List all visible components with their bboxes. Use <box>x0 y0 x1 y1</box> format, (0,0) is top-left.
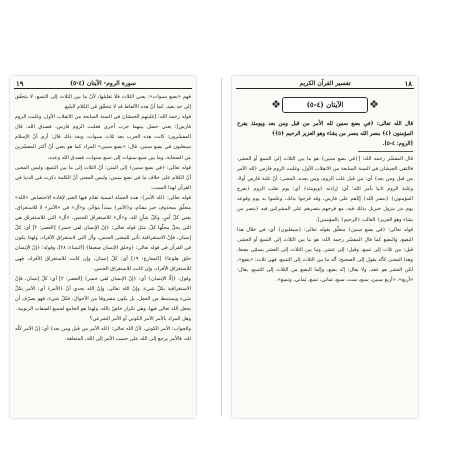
paragraph: وهل المراد بالأمر الأمر الكوني أو الأمر الشرعي؟ <box>89 316 191 323</box>
left-page-body <box>15 92 191 414</box>
verse-title-box <box>270 95 380 115</box>
verse-reference: [الروم: ٤-٥]. <box>382 141 413 147</box>
verse-title: الآيتان (٤-٥) <box>306 100 344 109</box>
paragraph: قال المفسّر رحمه الله: [﴿في بضع سنين﴾ هو ما بين الثلاث إلى التسع أو العشر، فالتقى الجيشان في السنة السابعة من الانقلاب الأول، وغلبت الروم فارس ﴿لله الأمر من قبل ومن بعد﴾ أي: من قبل غلب الروم، ومن بعده، المعنى: أنّ غلبة فارس أولا، وغلبة الروم ثانيا بأمر الله؛ أي: إرادته ﴿ويومئذ﴾ أي: يوم تغلب الروم ﴿يفرح المؤمنون﴾ ﴿بنصر الله﴾ إيّاهم على فارس، وقد فرحوا بذلك، وعلموا به يوم وقوعه يوم بدر بنزول جبريل بذلك فيه، مع فرحهم بنصرهم على المشركين فيه ﴿ينصر من يشاء وهو العزيز﴾ الغالب ﴿الرحيم﴾ بالمؤمنين]. <box>237 156 413 223</box>
book-gutter <box>221 78 222 416</box>
right-page-number: ١٨ <box>404 79 412 88</box>
right-page-body <box>237 92 413 414</box>
paragraph: قوله رحمه الله: [غلبتهم الحيشان في السنة السابعة من الانقلاب الأول، وغلبت الروم فارس]: يعني حصل بينهما حرب أخرى فغلبت الروم فارس، فصدق الله، قال المفسّرون: كانت هذه الحرب بعد ثلاث سنوات، وبعد ذلك قال: أرى أنّ الإسلام سيغلبون في بضع سنين، قال: «بضع سنين» المراد كما هو يعني أنّ أكثر المفسّرين من الصحابة، وما بين سبع سنوات إلى تسع سنوات، فصدق الله وعده. <box>15 114 191 161</box>
verse-text: قال الله تعالى: ﴿في بضع سنين لله الأمر من قبل ومن بعد ويومئذ يفرح المؤمنون ﴿٤﴾ بنصر الله ينصر من يشاء وهو العزيز الرحيم ﴿٥﴾﴾ <box>237 121 413 137</box>
left-page-number: ١٩ <box>16 79 24 88</box>
left-page <box>10 76 196 418</box>
paragraph: فهم «بضع سنوات»: يعني الثلاث فلا تقليلها، لأنّ ما بين الثلاث إلى التسع، لا يتحقّق إلى حد بعيد، كما أنّ هذه الألفاظ قد لا تتحقّق في الكلام البليغ. <box>15 94 191 111</box>
ornament-icon: ❖ <box>369 98 379 111</box>
paragraph: وقول: ﴿إلّا الإنسان﴾ أي: ﴿إنّ الإنسان لفي خسر﴾ [العصر: ٢] أي: كلّ إنسان، فإنّ الاستغراقية بكلّ شيء، وإنّ الله تعالى، وإنّ الله يجدي أنّ ﴿الأمر﴾ أي: الأمر بكلّ شيء ويستنبط من العمل، بل يكون مصروفا من الأحوال، فكلّ شيء، فهو يصرّف أن يجعل الله تعالى فيها، وهي تكرار خاصّ بالله، ولهذا هو الجامع لجميع الصفات الربوبية. <box>15 275 191 312</box>
right-page <box>232 76 418 418</box>
paragraph: قوله تعالى: ﴿لله الأمر﴾: هذه الجملة اسمية تقدّم فيها الخبر لإفادة الاختصاص «الله» متعلّق بمحذوف خبر مقدّم، و﴿الأمر﴾ مبتدأ مؤخّر، و«أل» في «الأمر» لا للاستغراق، يعني كلّ أمرٍ، وكلّ شأنٍ لله، و«أل» للاستغراق الجنس، «أل» التي للاستغراق هي التي يحلّ محلّها كلّ، مثل قوله تعالى: ﴿إنّ الإنسان لفي خسر﴾ [العصر: ٢] أي: كلّ إنسان، فإنّ الاستغراقية تأتي للمعنى الجنس، وأل التي لاستغراق الأفراد، ولهذا يكون في القرآن في قوله تعالى: ﴿وخلق الإنسان ضعيفا﴾ [النساء: ٢٨]، وقوله: ﴿إنّ الإنسان خلق هلوعا﴾ [المعارج: ١٩] أي: كلّ إنسان، وإن كانت للاستغراق الأفراد، فهي للاستغراق الأفراد، وإن كانت للاستغراق الجنس. <box>15 194 192 272</box>
paragraph: قوله تعالى: ﴿في بضع سنين﴾ متعلّق بقوله تعالى: ﴿سيغلبون﴾ أي: في خلال هذا البضع، والبضع كما قال المفسّر رحمه الله: هو ما بين الثلاث إلى التسع أو العشر، قيل: من ثلاث إلى تسع، وقيل: إلى عشر، وما بين الثلاث إلى العشر يسمّى بضعا، وهذا المعنى كأنّه يقول إلى الصحيح: أنّه ما بين الثلاث إلى التسع، فهي ثلاث: «بضع»، لكن العشر هو عقد، ولا يقال: إنّه بضع، وإنّما البضع من الثلاث إلى التسع، يقال: «أربع»، «أربع سنين، سبع، ست، سبع، ثماني، تسع، ثماني، وتسع». <box>237 226 413 284</box>
paragraph: والجواب: الأمر الكوني، لأنّ الله تعالى: ﴿لله الأمر من قبل ومن بعد﴾ أي: إنّ الأمر كلّه لله، فالأمر يرجع إلى الله على حسب الأمر إلى الله، المتعلقة. <box>15 326 191 343</box>
right-page-header <box>236 79 414 89</box>
ornament-icon: ❖ <box>271 98 281 111</box>
section-divider <box>358 151 413 152</box>
left-page-header <box>14 79 192 89</box>
left-running-title: سورة الروم- الآيتان (٤-٥) <box>70 80 136 87</box>
right-running-title: تفسير القرآن الكريم <box>299 80 351 87</box>
paragraph: قوله تعالى: ﴿في بضع سنين﴾ إلى المتن: أنّ الثلاث إلى ما بين التسع، وليس المعنى أنّ الكلام على خلاف ما في بضع سنين، وليس المعنى أنّ الكلمة ذكرت في الدنيا في القرآن لهذا السبب. <box>15 164 191 191</box>
